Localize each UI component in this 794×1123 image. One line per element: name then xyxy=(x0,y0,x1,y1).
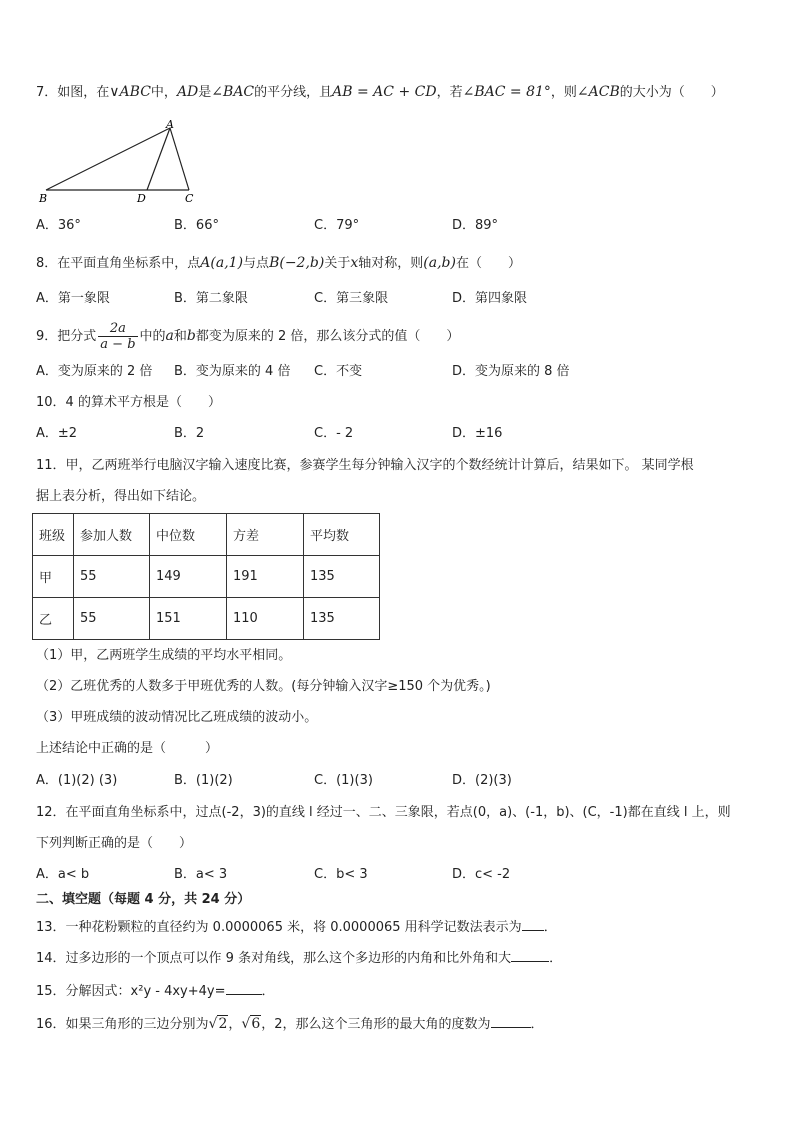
question-12-line1: 12．在平面直角坐标系中，过点(-2，3)的直线 l 经过一、二、三象限，若点(0，a)、(-1，b)、(C，-1)都在直线 l 上，则 xyxy=(36,805,731,820)
text: 都变为原来的 2 倍，那么该分式的值（ ） xyxy=(195,329,460,344)
math: (a,b) xyxy=(423,255,456,271)
text: 是 xyxy=(198,85,212,100)
q11-option-d[interactable]: D．(2)(3) xyxy=(452,773,512,788)
table-header-row xyxy=(33,514,380,556)
q7-option-c[interactable]: C．79° xyxy=(314,218,360,233)
table-cell: 151 xyxy=(150,598,227,640)
table-cell: 乙 xyxy=(33,598,74,640)
q7-option-d[interactable]: D．89° xyxy=(452,218,499,233)
question-10-stem: 10．4 的算术平方根是（ ） xyxy=(36,395,221,410)
table-cell: 甲 xyxy=(33,556,74,598)
text: ，则 xyxy=(550,85,577,100)
vertex-label-A: A xyxy=(166,118,174,131)
text: 与点 xyxy=(243,256,270,271)
math: ∨ABC xyxy=(109,84,151,100)
vertex-label-C: C xyxy=(185,192,194,205)
q8-option-b[interactable]: B．第二象限 xyxy=(174,291,248,306)
q7-option-b[interactable]: B．66° xyxy=(174,218,219,233)
math: ∠ACB xyxy=(576,84,620,100)
answer-blank[interactable] xyxy=(491,1015,531,1028)
radicand: 6 xyxy=(251,1016,261,1032)
answer-blank[interactable] xyxy=(226,982,262,995)
q11-option-b[interactable]: B．(1)(2) xyxy=(174,773,233,788)
text: ，若 xyxy=(436,85,463,100)
math: B(−2,b) xyxy=(269,255,325,271)
q9-option-d[interactable]: D．变为原来的 8 倍 xyxy=(452,364,570,379)
text: 16．如果三角形的三边分别为 xyxy=(36,1017,209,1032)
q10-option-a[interactable]: A．±2 xyxy=(36,426,78,441)
text: 13．一种花粉颗粒的直径约为 0.0000065 米，将 0.0000065 用科学记数法表示为 xyxy=(36,920,522,935)
table-cell: 55 xyxy=(74,598,150,640)
table-cell: 191 xyxy=(227,556,304,598)
text: 在平面直角坐标系中，点 xyxy=(57,256,201,271)
q12-option-a[interactable]: A．a< b xyxy=(36,867,90,882)
answer-blank[interactable] xyxy=(522,918,544,931)
q12-option-c[interactable]: C．b< 3 xyxy=(314,867,368,882)
q11-option-c[interactable]: C．(1)(3) xyxy=(314,773,373,788)
text: ． xyxy=(543,920,557,935)
math: A(a,1) xyxy=(200,255,244,271)
question-13 xyxy=(36,918,557,937)
table-header-cell: 平均数 xyxy=(304,514,380,556)
q8-option-c[interactable]: C．第三象限 xyxy=(314,291,389,306)
table-cell: 55 xyxy=(74,556,150,598)
text: 14．过多边形的一个顶点可以作 9 条对角线，那么这个多边形的内角和比外角和大 xyxy=(36,951,512,966)
q9-option-c[interactable]: C．不变 xyxy=(314,364,363,379)
question-11-ask: 上述结论中正确的是（ ） xyxy=(36,741,219,756)
table-header-cell: 方差 xyxy=(227,514,304,556)
table-header-cell: 中位数 xyxy=(150,514,227,556)
text: 中的 xyxy=(139,329,166,344)
question-11-line2: 据上表分析，得出如下结论。 xyxy=(36,489,206,504)
question-14 xyxy=(36,949,562,968)
text: 把分式 xyxy=(57,329,97,344)
table-cell: 135 xyxy=(304,556,380,598)
q12-option-b[interactable]: B．a< 3 xyxy=(174,867,228,882)
question-number: 8． xyxy=(36,256,58,271)
table-cell: 110 xyxy=(227,598,304,640)
q9-option-a[interactable]: A．变为原来的 2 倍 xyxy=(36,364,153,379)
q9-option-b[interactable]: B．变为原来的 4 倍 xyxy=(174,364,291,379)
text: 在（ ） xyxy=(455,256,521,271)
math: AD xyxy=(176,84,199,100)
table-row xyxy=(33,598,380,640)
math: b xyxy=(186,328,196,344)
question-7-stem xyxy=(36,83,724,102)
question-number: 7． xyxy=(36,85,58,100)
q10-option-c[interactable]: C．- 2 xyxy=(314,426,354,441)
question-number: 9． xyxy=(36,329,58,344)
conclusion-2: （2）乙班优秀的人数多于甲班优秀的人数。(每分钟输入汉字≥150 个为优秀。) xyxy=(36,679,491,694)
text: ，2，那么这个三角形的最大角的度数为 xyxy=(261,1017,491,1032)
q8-option-d[interactable]: D．第四象限 xyxy=(452,291,528,306)
q11-option-a[interactable]: A．(1)(2) (3) xyxy=(36,773,118,788)
q10-option-b[interactable]: B．2 xyxy=(174,426,205,441)
text: 关于 xyxy=(324,256,351,271)
text: ． xyxy=(530,1017,544,1032)
sqrt-expression: √6 xyxy=(241,1016,261,1032)
segment-AC xyxy=(170,128,189,190)
answer-blank[interactable] xyxy=(511,949,549,962)
conclusion-1: （1）甲，乙两班学生成绩的平均水平相同。 xyxy=(36,648,292,663)
radicand: 2 xyxy=(218,1016,228,1032)
text: 中， xyxy=(150,85,177,100)
table-header-cell: 班级 xyxy=(33,514,74,556)
math: AB = AC + CD xyxy=(332,84,437,100)
fraction xyxy=(98,321,137,352)
fraction-denominator: a − b xyxy=(100,337,136,352)
vertex-label-D: D xyxy=(137,192,146,205)
question-11-line1: 11．甲，乙两班举行电脑汉字输入速度比赛，参赛学生每分钟输入汉字的个数经统计计算后，结果如下。 某同学根 xyxy=(36,458,694,473)
segment-AB xyxy=(46,128,170,190)
question-15 xyxy=(36,982,275,1001)
text: 如图，在 xyxy=(57,85,110,100)
table-header-cell: 参加人数 xyxy=(74,514,150,556)
question-16 xyxy=(36,1015,544,1034)
vertex-label-B: B xyxy=(39,192,48,205)
text: 轴对称，则 xyxy=(358,256,424,271)
text: 的平分线，且 xyxy=(254,85,333,100)
section-heading: 二、填空题（每题 4 分，共 24 分） xyxy=(36,892,251,907)
text: 的大小为（ ） xyxy=(619,85,724,100)
text: ， xyxy=(228,1017,242,1032)
table-cell: 135 xyxy=(304,598,380,640)
q7-option-a[interactable]: A．36° xyxy=(36,218,81,233)
q10-option-d[interactable]: D．±16 xyxy=(452,426,503,441)
table-row xyxy=(33,556,380,598)
math: x xyxy=(350,255,359,271)
q12-option-d[interactable]: D．c< -2 xyxy=(452,867,511,882)
question-8-stem xyxy=(36,254,521,273)
question-9-stem xyxy=(36,318,459,355)
math: ∠BAC xyxy=(211,84,255,100)
stats-table xyxy=(32,513,380,640)
triangle-figure xyxy=(36,118,206,208)
conclusion-3: （3）甲班成绩的波动情况比乙班成绩的波动小。 xyxy=(36,710,318,725)
math: a xyxy=(165,328,174,344)
table-cell: 149 xyxy=(150,556,227,598)
question-12-line2: 下列判断正确的是（ ） xyxy=(36,836,193,851)
text: ． xyxy=(549,951,563,966)
q8-option-a[interactable]: A．第一象限 xyxy=(36,291,110,306)
text: ． xyxy=(261,984,275,999)
fraction-numerator: 2a xyxy=(109,321,126,336)
text: 和 xyxy=(173,329,187,344)
text: 15．分解因式：x²y - 4xy+4y= xyxy=(36,984,226,999)
sqrt-expression: √2 xyxy=(208,1016,228,1032)
math: ∠BAC = 81° xyxy=(462,84,551,100)
